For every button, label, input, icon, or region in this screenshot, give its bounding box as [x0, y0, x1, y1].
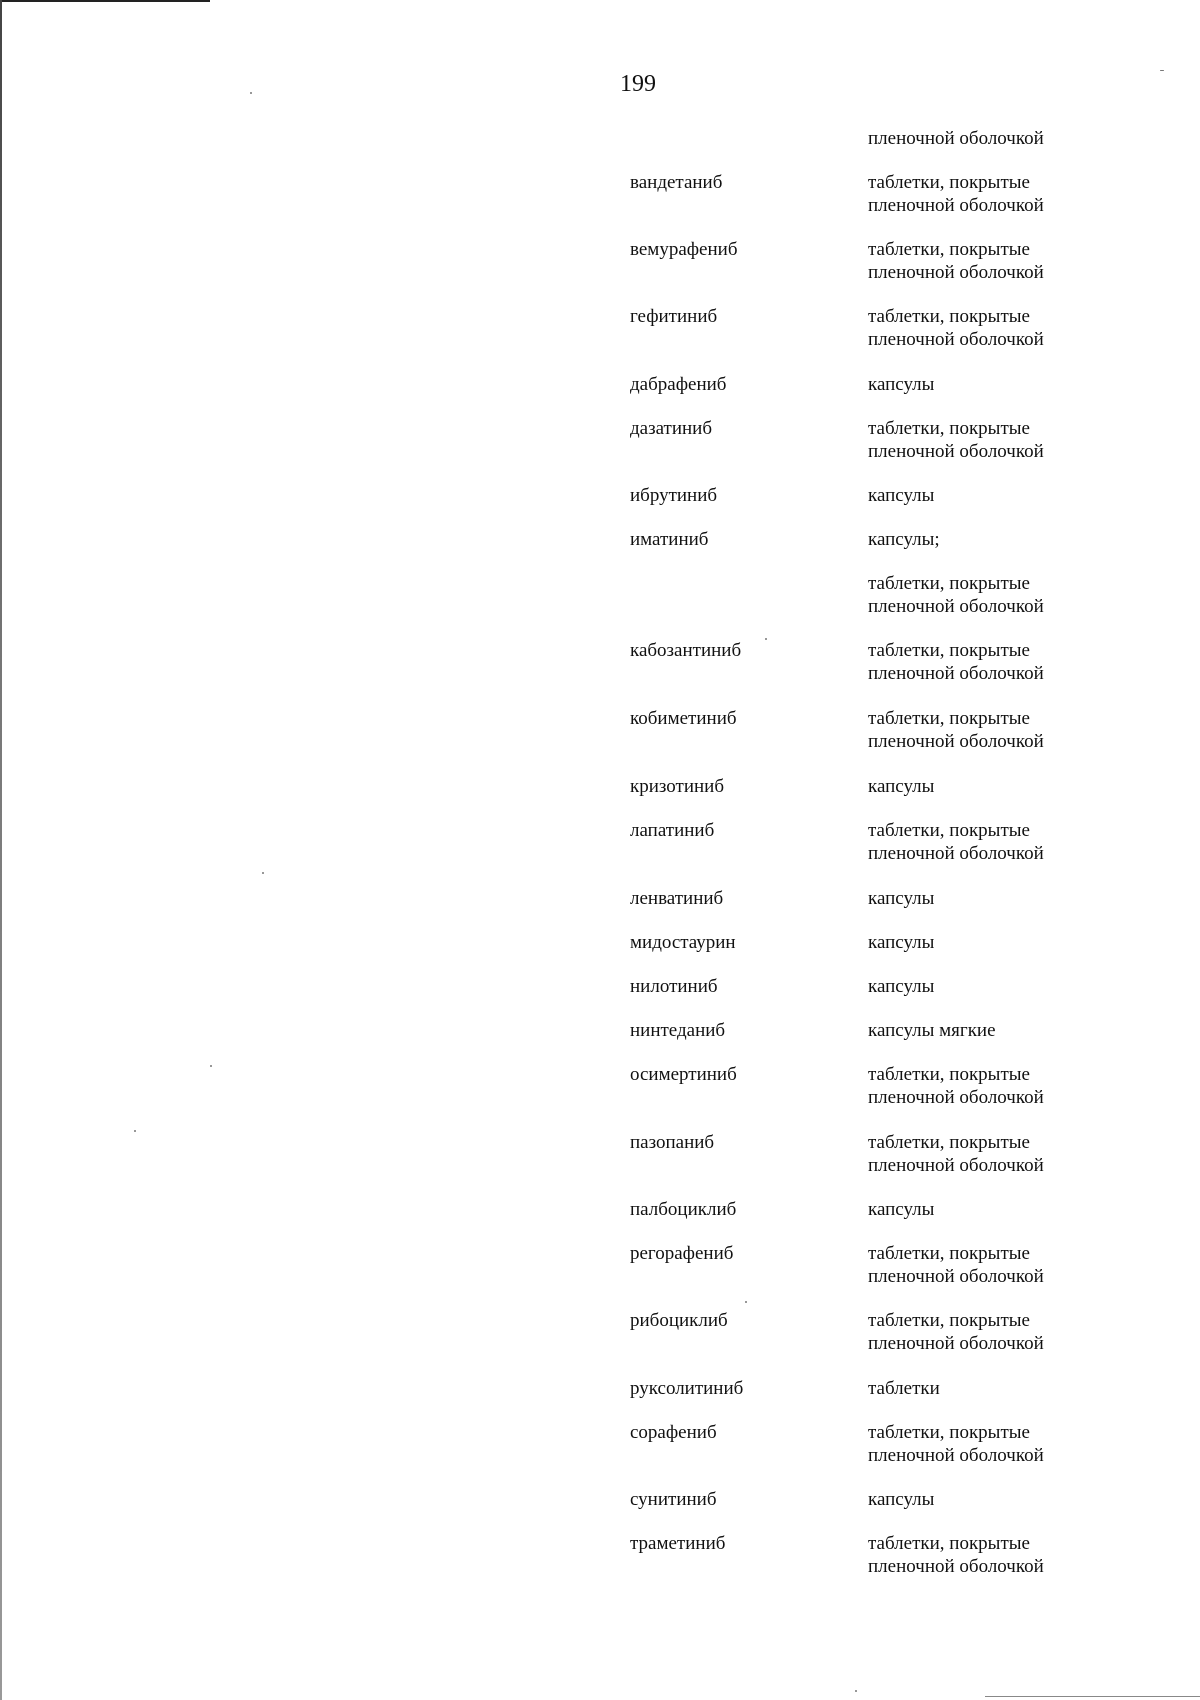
scan-speck — [262, 872, 264, 874]
drug-name: пазопаниб — [630, 1132, 715, 1153]
dosage-form-line: таблетки, покрытые — [868, 1533, 1030, 1554]
drug-name: кабозантиниб — [630, 640, 742, 661]
dosage-form — [868, 127, 1108, 150]
dosage-form — [868, 1063, 1108, 1109]
dosage-form — [868, 707, 1108, 753]
dosage-form — [868, 819, 1108, 865]
dosage-form — [868, 975, 1108, 998]
drug-name: лапатиниб — [630, 820, 715, 841]
scan-speck — [855, 1690, 857, 1692]
dosage-form-line: капсулы — [868, 932, 935, 953]
drug-name: гефитиниб — [630, 306, 718, 327]
dosage-form — [868, 1377, 1108, 1400]
dosage-form — [868, 528, 1108, 551]
dosage-form-line: капсулы — [868, 776, 935, 797]
dosage-form — [868, 1309, 1108, 1355]
dosage-form — [868, 887, 1108, 910]
scan-speck — [250, 92, 252, 94]
dosage-form-line: капсулы — [868, 485, 935, 506]
scan-border-bottom — [985, 1696, 1200, 1697]
dosage-form-line: таблетки, покрытые — [868, 172, 1030, 193]
dosage-form — [868, 305, 1108, 351]
dosage-form-line: пленочной оболочкой — [868, 441, 1044, 462]
dosage-form-line: капсулы мягкие — [868, 1020, 996, 1041]
scan-border-left — [0, 0, 2, 1700]
dosage-form — [868, 171, 1108, 217]
drug-name: вандетаниб — [630, 172, 723, 193]
drug-name: иматиниб — [630, 529, 709, 550]
dosage-form — [868, 1198, 1108, 1221]
dosage-form-line: пленочной оболочкой — [868, 195, 1044, 216]
drug-name: ибрутиниб — [630, 485, 718, 506]
drug-name: осимертиниб — [630, 1064, 737, 1085]
drug-name: кобиметиниб — [630, 708, 737, 729]
dosage-form-line: таблетки — [868, 1378, 940, 1399]
dosage-form-line: пленочной оболочкой — [868, 1556, 1044, 1577]
dosage-form-line: капсулы — [868, 374, 935, 395]
dosage-form-line: пленочной оболочкой — [868, 596, 1044, 617]
dosage-form — [868, 1421, 1108, 1467]
dosage-form-line: таблетки, покрытые — [868, 418, 1030, 439]
dosage-form-line: таблетки, покрытые — [868, 708, 1030, 729]
dosage-form-line: таблетки, покрытые — [868, 306, 1030, 327]
dosage-form-line: таблетки, покрытые — [868, 1243, 1030, 1264]
dosage-form-line: таблетки, покрытые — [868, 239, 1030, 260]
dosage-form — [868, 1532, 1108, 1578]
dosage-form-line: таблетки, покрытые — [868, 640, 1030, 661]
scan-speck — [1160, 70, 1164, 71]
dosage-form — [868, 639, 1108, 685]
dosage-form — [868, 373, 1108, 396]
dosage-form — [868, 1019, 1108, 1042]
scan-speck — [765, 638, 767, 640]
drug-name: рибоциклиб — [630, 1310, 728, 1331]
dosage-form-line: таблетки, покрытые — [868, 573, 1030, 594]
dosage-form-line: капсулы — [868, 1199, 935, 1220]
drug-name: вемурафениб — [630, 239, 738, 260]
dosage-form-line: пленочной оболочкой — [868, 843, 1044, 864]
dosage-form-line: пленочной оболочкой — [868, 262, 1044, 283]
page-number: 199 — [620, 71, 656, 97]
dosage-form — [868, 484, 1108, 507]
dosage-form-line: таблетки, покрытые — [868, 1422, 1030, 1443]
scan-border-top — [0, 0, 210, 2]
dosage-form-line: таблетки, покрытые — [868, 820, 1030, 841]
drug-name: нинтеданиб — [630, 1020, 726, 1041]
drug-name: руксолитиниб — [630, 1378, 744, 1399]
scan-speck — [210, 1065, 212, 1067]
dosage-form-line: пленочной оболочкой — [868, 329, 1044, 350]
drug-name: мидостаурин — [630, 932, 736, 953]
dosage-form-line: таблетки, покрытые — [868, 1064, 1030, 1085]
dosage-form — [868, 1131, 1108, 1177]
dosage-form — [868, 417, 1108, 463]
drug-name: ленватиниб — [630, 888, 724, 909]
dosage-form-line: капсулы; — [868, 529, 940, 550]
dosage-form — [868, 931, 1108, 954]
scan-speck — [745, 1301, 747, 1303]
dosage-form — [868, 572, 1108, 618]
dosage-form — [868, 1242, 1108, 1288]
dosage-form-line: пленочной оболочкой — [868, 1266, 1044, 1287]
drug-name: траметиниб — [630, 1533, 726, 1554]
drug-name: нилотиниб — [630, 976, 718, 997]
drug-name: сорафениб — [630, 1422, 717, 1443]
scan-speck — [134, 1130, 136, 1132]
drug-name: регорафениб — [630, 1243, 734, 1264]
dosage-form-line: пленочной оболочкой — [868, 1333, 1044, 1354]
dosage-form-line: пленочной оболочкой — [868, 663, 1044, 684]
dosage-form-line: пленочной оболочкой — [868, 731, 1044, 752]
drug-name: палбоциклиб — [630, 1199, 737, 1220]
dosage-form-line: капсулы — [868, 1489, 935, 1510]
dosage-form-line: пленочной оболочкой — [868, 1155, 1044, 1176]
drug-name: сунитиниб — [630, 1489, 717, 1510]
dosage-form-line: пленочной оболочкой — [868, 128, 1044, 149]
dosage-form-line: капсулы — [868, 976, 935, 997]
drug-name: дазатиниб — [630, 418, 713, 439]
dosage-form-line: таблетки, покрытые — [868, 1132, 1030, 1153]
dosage-form-line: таблетки, покрытые — [868, 1310, 1030, 1331]
dosage-form-line: пленочной оболочкой — [868, 1445, 1044, 1466]
drug-name: кризотиниб — [630, 776, 725, 797]
dosage-form-line: капсулы — [868, 888, 935, 909]
dosage-form — [868, 1488, 1108, 1511]
dosage-form-line: пленочной оболочкой — [868, 1087, 1044, 1108]
dosage-form — [868, 238, 1108, 284]
drug-name: дабрафениб — [630, 374, 727, 395]
dosage-form — [868, 775, 1108, 798]
